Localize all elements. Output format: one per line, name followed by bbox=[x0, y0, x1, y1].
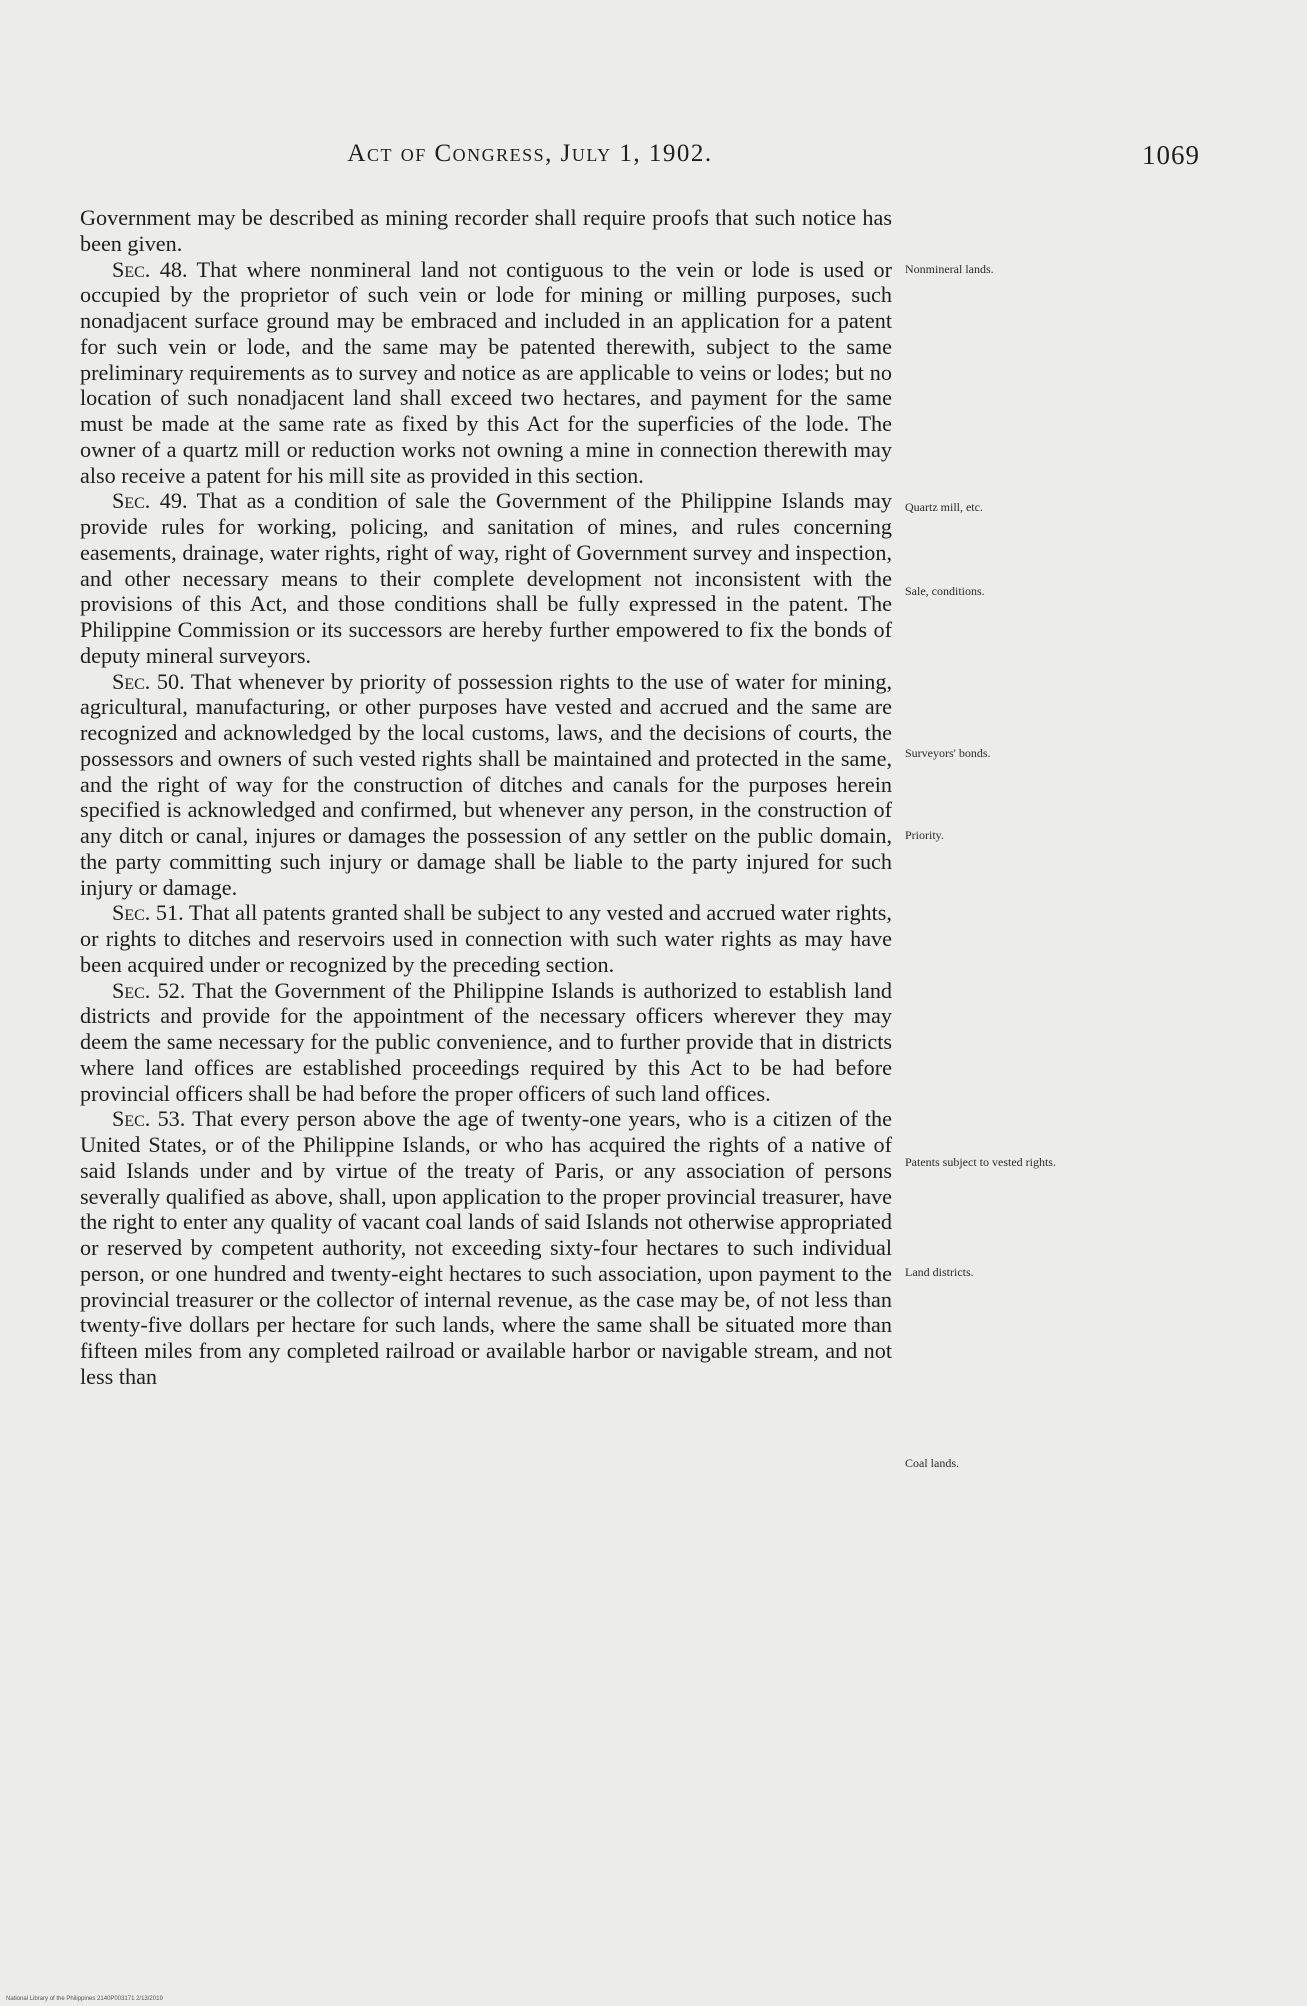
section-label: Sec. 48. bbox=[112, 256, 188, 282]
section-51 bbox=[80, 900, 892, 977]
section-label: Sec. 52. bbox=[112, 977, 186, 1003]
paragraph-text: That as a condition of sale the Government of the Philippine Islands may provide rules for working, policing, and sanitation of mines, and rules concerning easements, drainage, water rights, right of way, right of Government survey and inspection, and other necessary means to their complete development not inconsistent with the provisions of this Act, and those conditions shall be fully expressed in the patent. The Philippine Commission or its successors are hereby further empowered to fix the bonds of deputy mineral surveyors. bbox=[80, 488, 892, 668]
section-label: Sec. 50. bbox=[112, 668, 185, 694]
paragraph-continuation bbox=[80, 205, 892, 257]
margin-note-quartz-mill: Quartz mill, etc. bbox=[905, 500, 983, 514]
scan-credit: National Library of the Philippines 2140P003171 2/13/2019 bbox=[6, 1996, 163, 2002]
paragraph-text: That where nonmineral land not contiguous to the vein or lode is used or occupied by the proprietor of such vein or lode for mining or milling purposes, such nonadjacent surface ground may be embraced and included in an application for a patent for such vein or lode, and the same may be patented therewith, subject to the same preliminary requirements as to survey and notice as are applicable to veins or lodes; but no location of such nonadjacent land shall exceed two hectares, and payment for the same must be made at the same rate as fixed by this Act for the superficies of the lode. The owner of a quartz mill or reduction works not owning a mine in connection therewith may also receive a patent for his mill site as provided in this section. bbox=[80, 256, 893, 488]
section-label: Sec. 49. bbox=[112, 488, 188, 514]
margin-note-priority: Priority. bbox=[905, 828, 944, 842]
margin-note-sale-conditions: Sale, conditions. bbox=[905, 584, 985, 598]
page-header bbox=[75, 140, 1200, 180]
paragraph-text: That the Government of the Philippine Islands is authorized to establish land districts and provide for the appointment of the necessary officers wherever they may deem the same necessary for the public convenience, and to further provide that in districts where land offices are established proceedings required by this Act to be had before provincial officers shall be had before the proper officers of such land offices. bbox=[80, 977, 893, 1106]
section-label: Sec. 53. bbox=[112, 1106, 186, 1132]
section-52 bbox=[80, 978, 892, 1107]
margin-note-patents-vested-rights: Patents subject to vested rights. bbox=[905, 1155, 1056, 1169]
section-50 bbox=[80, 669, 892, 901]
paragraph-text: That every person above the age of twenty-one years, who is a citizen of the United States, or of the Philippine Islands, or who has acquired the rights of a native of said Islands under and by virtue of the treaty of Paris, or any association of persons severally qualified as above, shall, upon application to the proper provincial treasurer, have the right to enter any quality of vacant coal lands of said Islands not otherwise appropriated or reserved by competent authority, not exceeding sixty-four hectares to such individual person, or one hundred and twenty-eight hectares to such association, upon payment to the provincial treasurer or the collector of internal revenue, as the case may be, of not less than twenty-five dollars per hectare for such lands, where the same shall be situated more than fifteen miles from any completed railroad or available harbor or navigable stream, and not less than bbox=[80, 1106, 892, 1389]
running-head: Act of Congress, July 1, 1902. bbox=[347, 140, 713, 167]
section-label: Sec. 51. bbox=[112, 900, 184, 926]
margin-note-nonmineral-lands: Nonmineral lands. bbox=[905, 262, 994, 276]
paragraph-text: That all patents granted shall be subject to any vested and accrued water rights, or rights to ditches and reservoirs used in connection with such water rights as may have been acquired under or recognized by the preceding section. bbox=[80, 900, 892, 977]
page-number: 1069 bbox=[1142, 140, 1200, 170]
paragraph-text: That whenever by priority of possession rights to the use of water for mining, agricultural, manufacturing, or other purposes have vested and accrued and the same are recognized and acknowledged by the local customs, laws, and the decisions of courts, the possessors and owners of such vested rights shall be maintained and protected in the same, and the right of way for the construction of ditches and canals for the purposes herein specified is acknowledged and confirmed, but whenever any person, in the construction of any ditch or canal, injures or damages the possession of any settler on the public domain, the party committing such injury or damage shall be liable to the party injured for such injury or damage. bbox=[80, 668, 892, 900]
margin-note-coal-lands: Coal lands. bbox=[905, 1456, 959, 1470]
section-48 bbox=[80, 257, 892, 489]
paragraph-text: Government may be described as mining recorder shall require proofs that such notice has been given. bbox=[80, 205, 892, 256]
section-49 bbox=[80, 488, 892, 668]
body-text bbox=[80, 205, 892, 1390]
section-53 bbox=[80, 1106, 892, 1389]
margin-note-land-districts: Land districts. bbox=[905, 1265, 974, 1279]
margin-note-surveyors-bonds: Surveyors' bonds. bbox=[905, 746, 991, 760]
